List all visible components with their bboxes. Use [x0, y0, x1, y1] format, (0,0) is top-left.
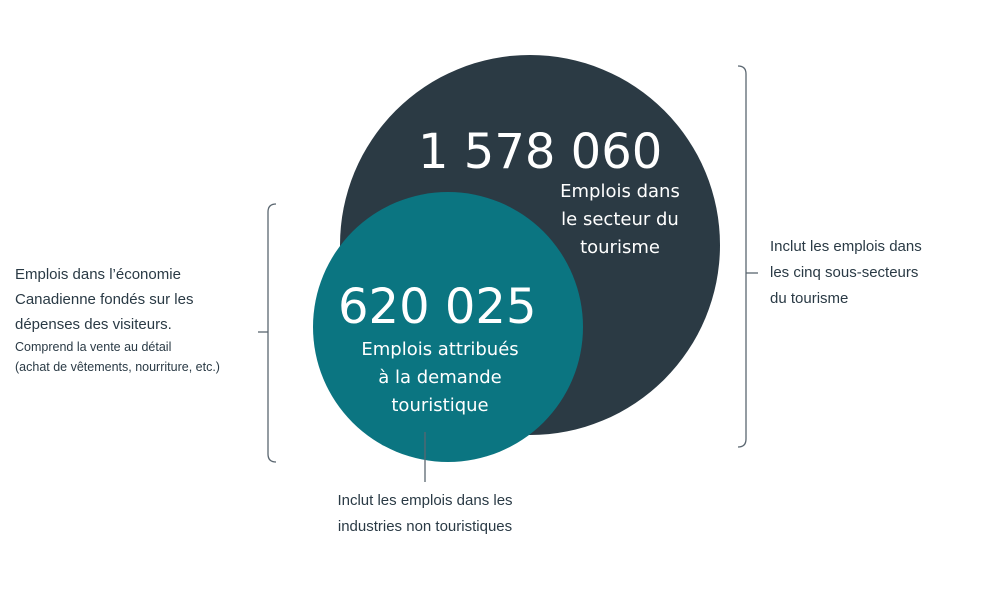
tourism-demand-caption-line: à la demande	[378, 367, 502, 388]
visitor-spending-note	[15, 262, 255, 337]
tourism-demand-jobs-number: 620 025	[338, 279, 537, 335]
tourism-demand-caption-line: touristique	[391, 395, 489, 416]
subsectors-note-line: du tourisme	[770, 290, 849, 307]
tourism-sector-caption	[545, 178, 695, 262]
retail-note-line: Comprend la vente au détail	[15, 340, 172, 354]
visitor-spending-note-line: dépenses des visiteurs.	[15, 316, 172, 333]
right-bracket	[738, 66, 746, 447]
retail-note	[15, 337, 260, 377]
tourism-demand-caption	[345, 336, 535, 420]
non-tourism-industries-note-line: Inclut les emplois dans les	[337, 492, 513, 509]
tourism-sector-caption-line: le secteur du	[561, 209, 679, 230]
tourism-sector-caption-line: tourisme	[580, 237, 660, 258]
left-bracket	[268, 204, 276, 462]
visitor-spending-note-line: Canadienne fondés sur les	[15, 291, 194, 308]
visitor-spending-note-line: Emplois dans l’économie	[15, 266, 181, 283]
tourism-demand-caption-line: Emplois attribués	[361, 339, 519, 360]
subsectors-note-line: Inclut les emplois dans	[770, 238, 922, 255]
non-tourism-industries-note	[295, 488, 555, 540]
subsectors-note	[770, 234, 990, 312]
tourism-sector-caption-line: Emplois dans	[560, 181, 680, 202]
retail-note-line: (achat de vêtements, nourriture, etc.)	[15, 360, 220, 374]
subsectors-note-line: les cinq sous-secteurs	[770, 264, 919, 281]
tourism-sector-jobs-number: 1 578 060	[418, 124, 663, 180]
non-tourism-industries-note-line: industries non touristiques	[337, 518, 513, 535]
